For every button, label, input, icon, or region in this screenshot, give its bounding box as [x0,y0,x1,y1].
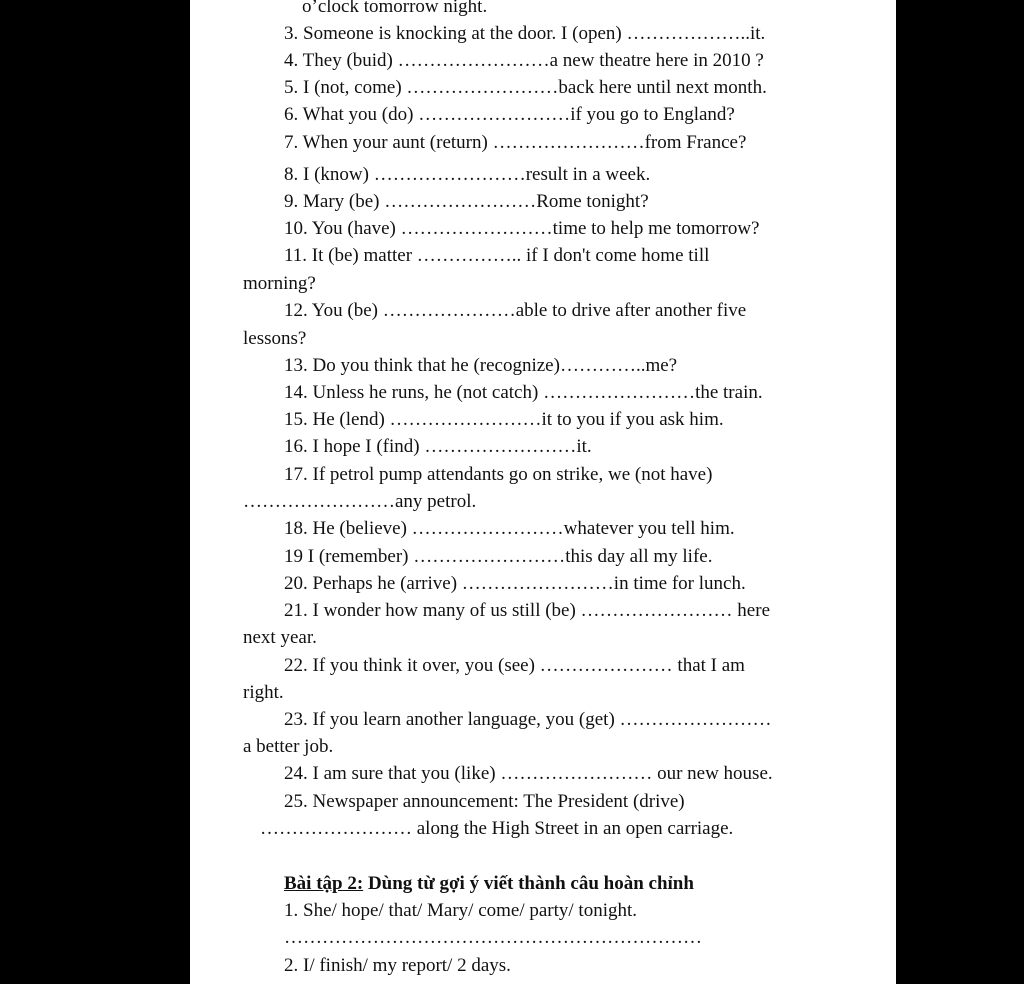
exercise-line: o’clock tomorrow night. [302,0,488,17]
exercise-item-20: 20. Perhaps he (arrive) ……………………in time for lunch. [284,573,746,594]
exercise-item-11: 11. It (be) matter …………….. if I don't come home till [284,245,710,266]
exercise-item-25: 25. Newspaper announcement: The President (drive) [284,791,685,812]
exercise-item-15: 15. He (lend) ……………………it to you if you ask him. [284,409,724,430]
exercise-item-25-cont: …………………… along the High Street in an open carriage. [260,818,734,839]
exercise-item-18: 18. He (believe) ……………………whatever you tell him. [284,518,735,539]
exercise-item-3: 3. Someone is knocking at the door. I (open) ………………..it. [284,23,766,44]
document-page [190,0,896,984]
exercise-item-12: 12. You (be) …………………able to drive after another five [284,300,747,321]
exercise-2-label: Bài tập 2: [284,873,364,894]
exercise-item-14: 14. Unless he runs, he (not catch) ……………………the train. [284,382,763,403]
exercise-2-instruction: Dùng từ gợi ý viết thành câu hoàn chỉnh [363,873,694,894]
exercise-2-item-2: 2. I/ finish/ my report/ 2 days. [284,955,511,976]
exercise-item-6: 6. What you (do) ……………………if you go to England? [284,104,735,125]
exercise-item-22-cont: right. [243,682,284,703]
exercise-item-17-cont: ……………………any petrol. [243,491,477,512]
exercise-2-answer-blank: ………………………………………………………… [284,927,702,948]
exercise-item-23: 23. If you learn another language, you (get) …………………… [284,709,772,730]
exercise-item-13: 13. Do you think that he (recognize)…………..me? [284,355,678,376]
exercise-item-7: 7. When your aunt (return) ……………………from France? [284,132,747,153]
exercise-item-21-cont: next year. [243,627,317,648]
exercise-item-22: 22. If you think it over, you (see) ………………… that I am [284,655,745,676]
exercise-item-9: 9. Mary (be) ……………………Rome tonight? [284,191,649,212]
exercise-item-19: 19 I (remember) ……………………this day all my life. [284,546,713,567]
exercise-item-16: 16. I hope I (find) ……………………it. [284,436,592,457]
exercise-item-5: 5. I (not, come) ……………………back here until next month. [284,77,767,98]
exercise-item-23-cont: a better job. [243,736,334,757]
exercise-item-4: 4. They (buid) ……………………a new theatre here in 2010 ? [284,50,764,71]
exercise-item-21: 21. I wonder how many of us still (be) …………………… here [284,600,771,621]
exercise-item-12-cont: lessons? [243,328,307,349]
exercise-item-8: 8. I (know) ……………………result in a week. [284,164,651,185]
exercise-item-17: 17. If petrol pump attendants go on strike, we (not have) [284,464,713,485]
exercise-item-10: 10. You (have) ……………………time to help me tomorrow? [284,218,760,239]
exercise-item-24: 24. I am sure that you (like) …………………… our new house. [284,763,773,784]
exercise-2-item-1: 1. She/ hope/ that/ Mary/ come/ party/ tonight. [284,900,638,921]
exercise-2-heading [284,873,694,895]
exercise-item-11-cont: morning? [243,273,316,294]
